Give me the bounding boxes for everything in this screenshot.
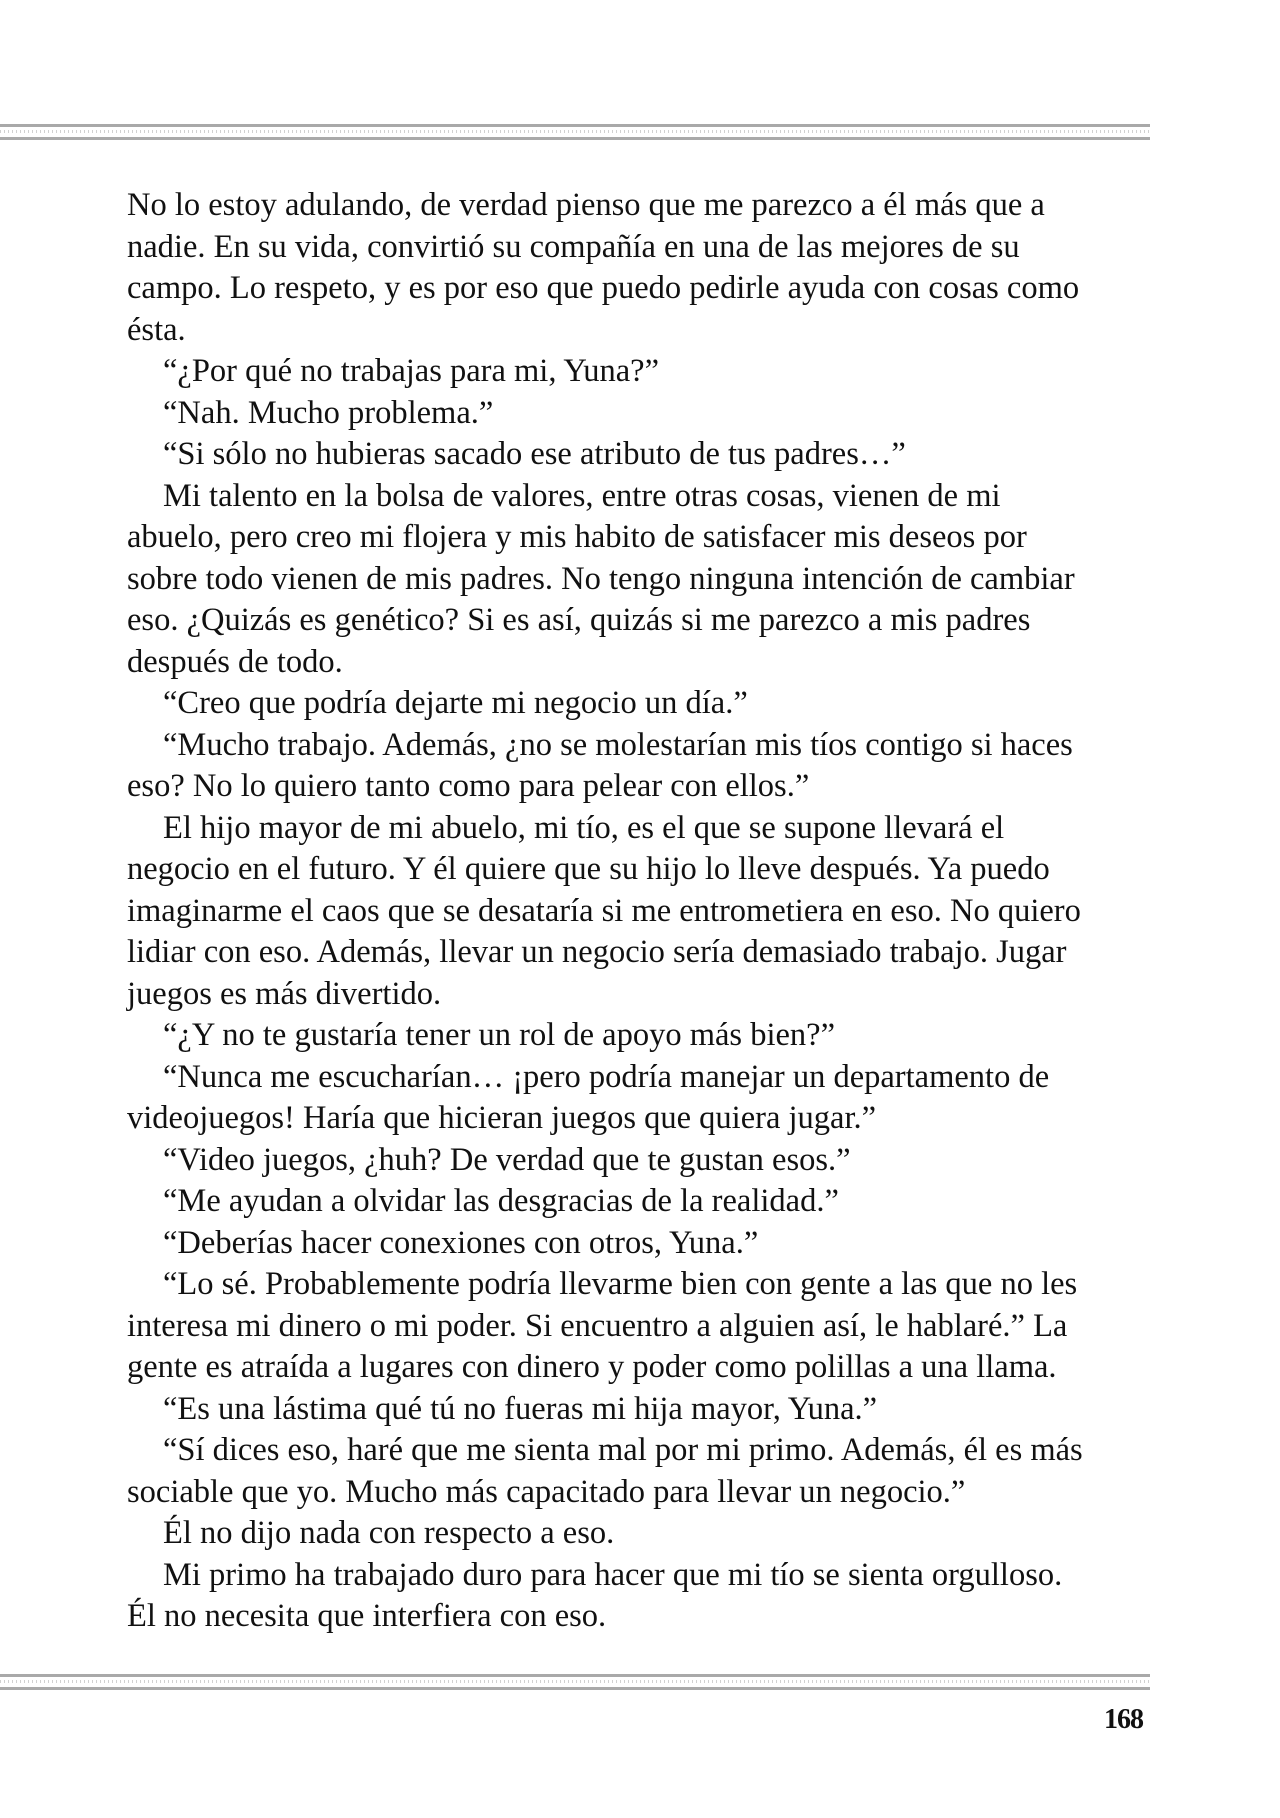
text-line: sobre todo vienen de mis padres. No tengo ninguna intención de cambiar: [127, 560, 1075, 597]
text-line: abuelo, pero creo mi flojera y mis habito de satisfacer mis deseos por: [127, 519, 1027, 555]
page-number: 168: [1104, 1704, 1143, 1735]
text-line: “Si sólo no hubieras sacado ese atributo de tus padres…”: [163, 436, 906, 472]
text-line: videojuegos! Haría que hicieran juegos que quiera jugar.”: [127, 1100, 877, 1136]
text-line: No lo estoy adulando, de verdad pienso que me parezco a él más que a: [127, 187, 1045, 223]
text-line: “Lo sé. Probablemente podría llevarme bien con gente a las que no les: [163, 1266, 1078, 1302]
text-line: negocio en el futuro. Y él quiere que su hijo lo lleve después. Ya puedo: [127, 851, 1050, 887]
text-line: Él no necesita que interfiera con eso.: [127, 1598, 607, 1634]
text-line: “Mucho trabajo. Además, ¿no se molestarían mis tíos contigo si haces: [163, 726, 1073, 763]
page-body-text: [127, 185, 1157, 1638]
border-line: [0, 1674, 1150, 1677]
border-dotted-line: [0, 130, 1150, 133]
border-line: [0, 124, 1150, 127]
text-line: “¿Y no te gustaría tener un rol de apoyo más bien?”: [163, 1017, 836, 1053]
text-line: campo. Lo respeto, y es por eso que puedo pedirle ayuda con cosas como: [127, 270, 1080, 306]
text-line: “Me ayudan a olvidar las desgracias de la realidad.”: [163, 1183, 839, 1219]
top-decorative-border: [0, 124, 1150, 140]
bottom-decorative-border: [0, 1674, 1150, 1690]
text-line: lidiar con eso. Además, llevar un negocio sería demasiado trabajo. Jugar: [127, 934, 1067, 970]
text-line: eso? No lo quiero tanto como para pelear con ellos.”: [127, 768, 810, 804]
text-line: ésta.: [127, 311, 186, 348]
text-line: “Video juegos, ¿huh? De verdad que te gustan esos.”: [163, 1141, 851, 1178]
text-line: juegos es más divertido.: [127, 975, 442, 1012]
border-line: [0, 137, 1150, 140]
text-line: imaginarme el caos que se desataría si me entrometiera en eso. No quiero: [127, 892, 1081, 929]
text-line: interesa mi dinero o mi poder. Si encuentro a alguien así, le hablaré.” La: [127, 1307, 1068, 1344]
text-line: El hijo mayor de mi abuelo, mi tío, es el que se supone llevará el: [163, 809, 1005, 846]
text-line: Él no dijo nada con respecto a eso.: [163, 1515, 615, 1551]
text-line: “Nunca me escucharían… ¡pero podría manejar un departamento de: [163, 1058, 1050, 1095]
text-line: después de todo.: [127, 643, 343, 680]
text-line: “Deberías hacer conexiones con otros, Yuna.”: [163, 1224, 759, 1261]
text-line: “Es una lástima qué tú no fueras mi hija mayor, Yuna.”: [163, 1390, 878, 1427]
text-line: “Sí dices eso, haré que me sienta mal por mi primo. Además, él es más: [163, 1432, 1083, 1468]
border-line: [0, 1687, 1150, 1690]
text-line: nadie. En su vida, convirtió su compañía en una de las mejores de su: [127, 228, 1020, 265]
text-line: sociable que yo. Mucho más capacitado para llevar un negocio.”: [127, 1473, 966, 1510]
text-line: Mi talento en la bolsa de valores, entre otras cosas, vienen de mi: [163, 477, 1001, 514]
border-dotted-line: [0, 1680, 1150, 1683]
text-line: eso. ¿Quizás es genético? Si es así, quizás si me parezco a mis padres: [127, 602, 1031, 638]
text-line: “Creo que podría dejarte mi negocio un día.”: [163, 685, 748, 721]
text-line: Mi primo ha trabajado duro para hacer que mi tío se sienta orgulloso.: [163, 1556, 1063, 1593]
text-line: “¿Por qué no trabajas para mi, Yuna?”: [163, 353, 660, 389]
text-line: “Nah. Mucho problema.”: [163, 394, 494, 431]
text-line: gente es atraída a lugares con dinero y poder como polillas a una llama.: [127, 1349, 1057, 1385]
